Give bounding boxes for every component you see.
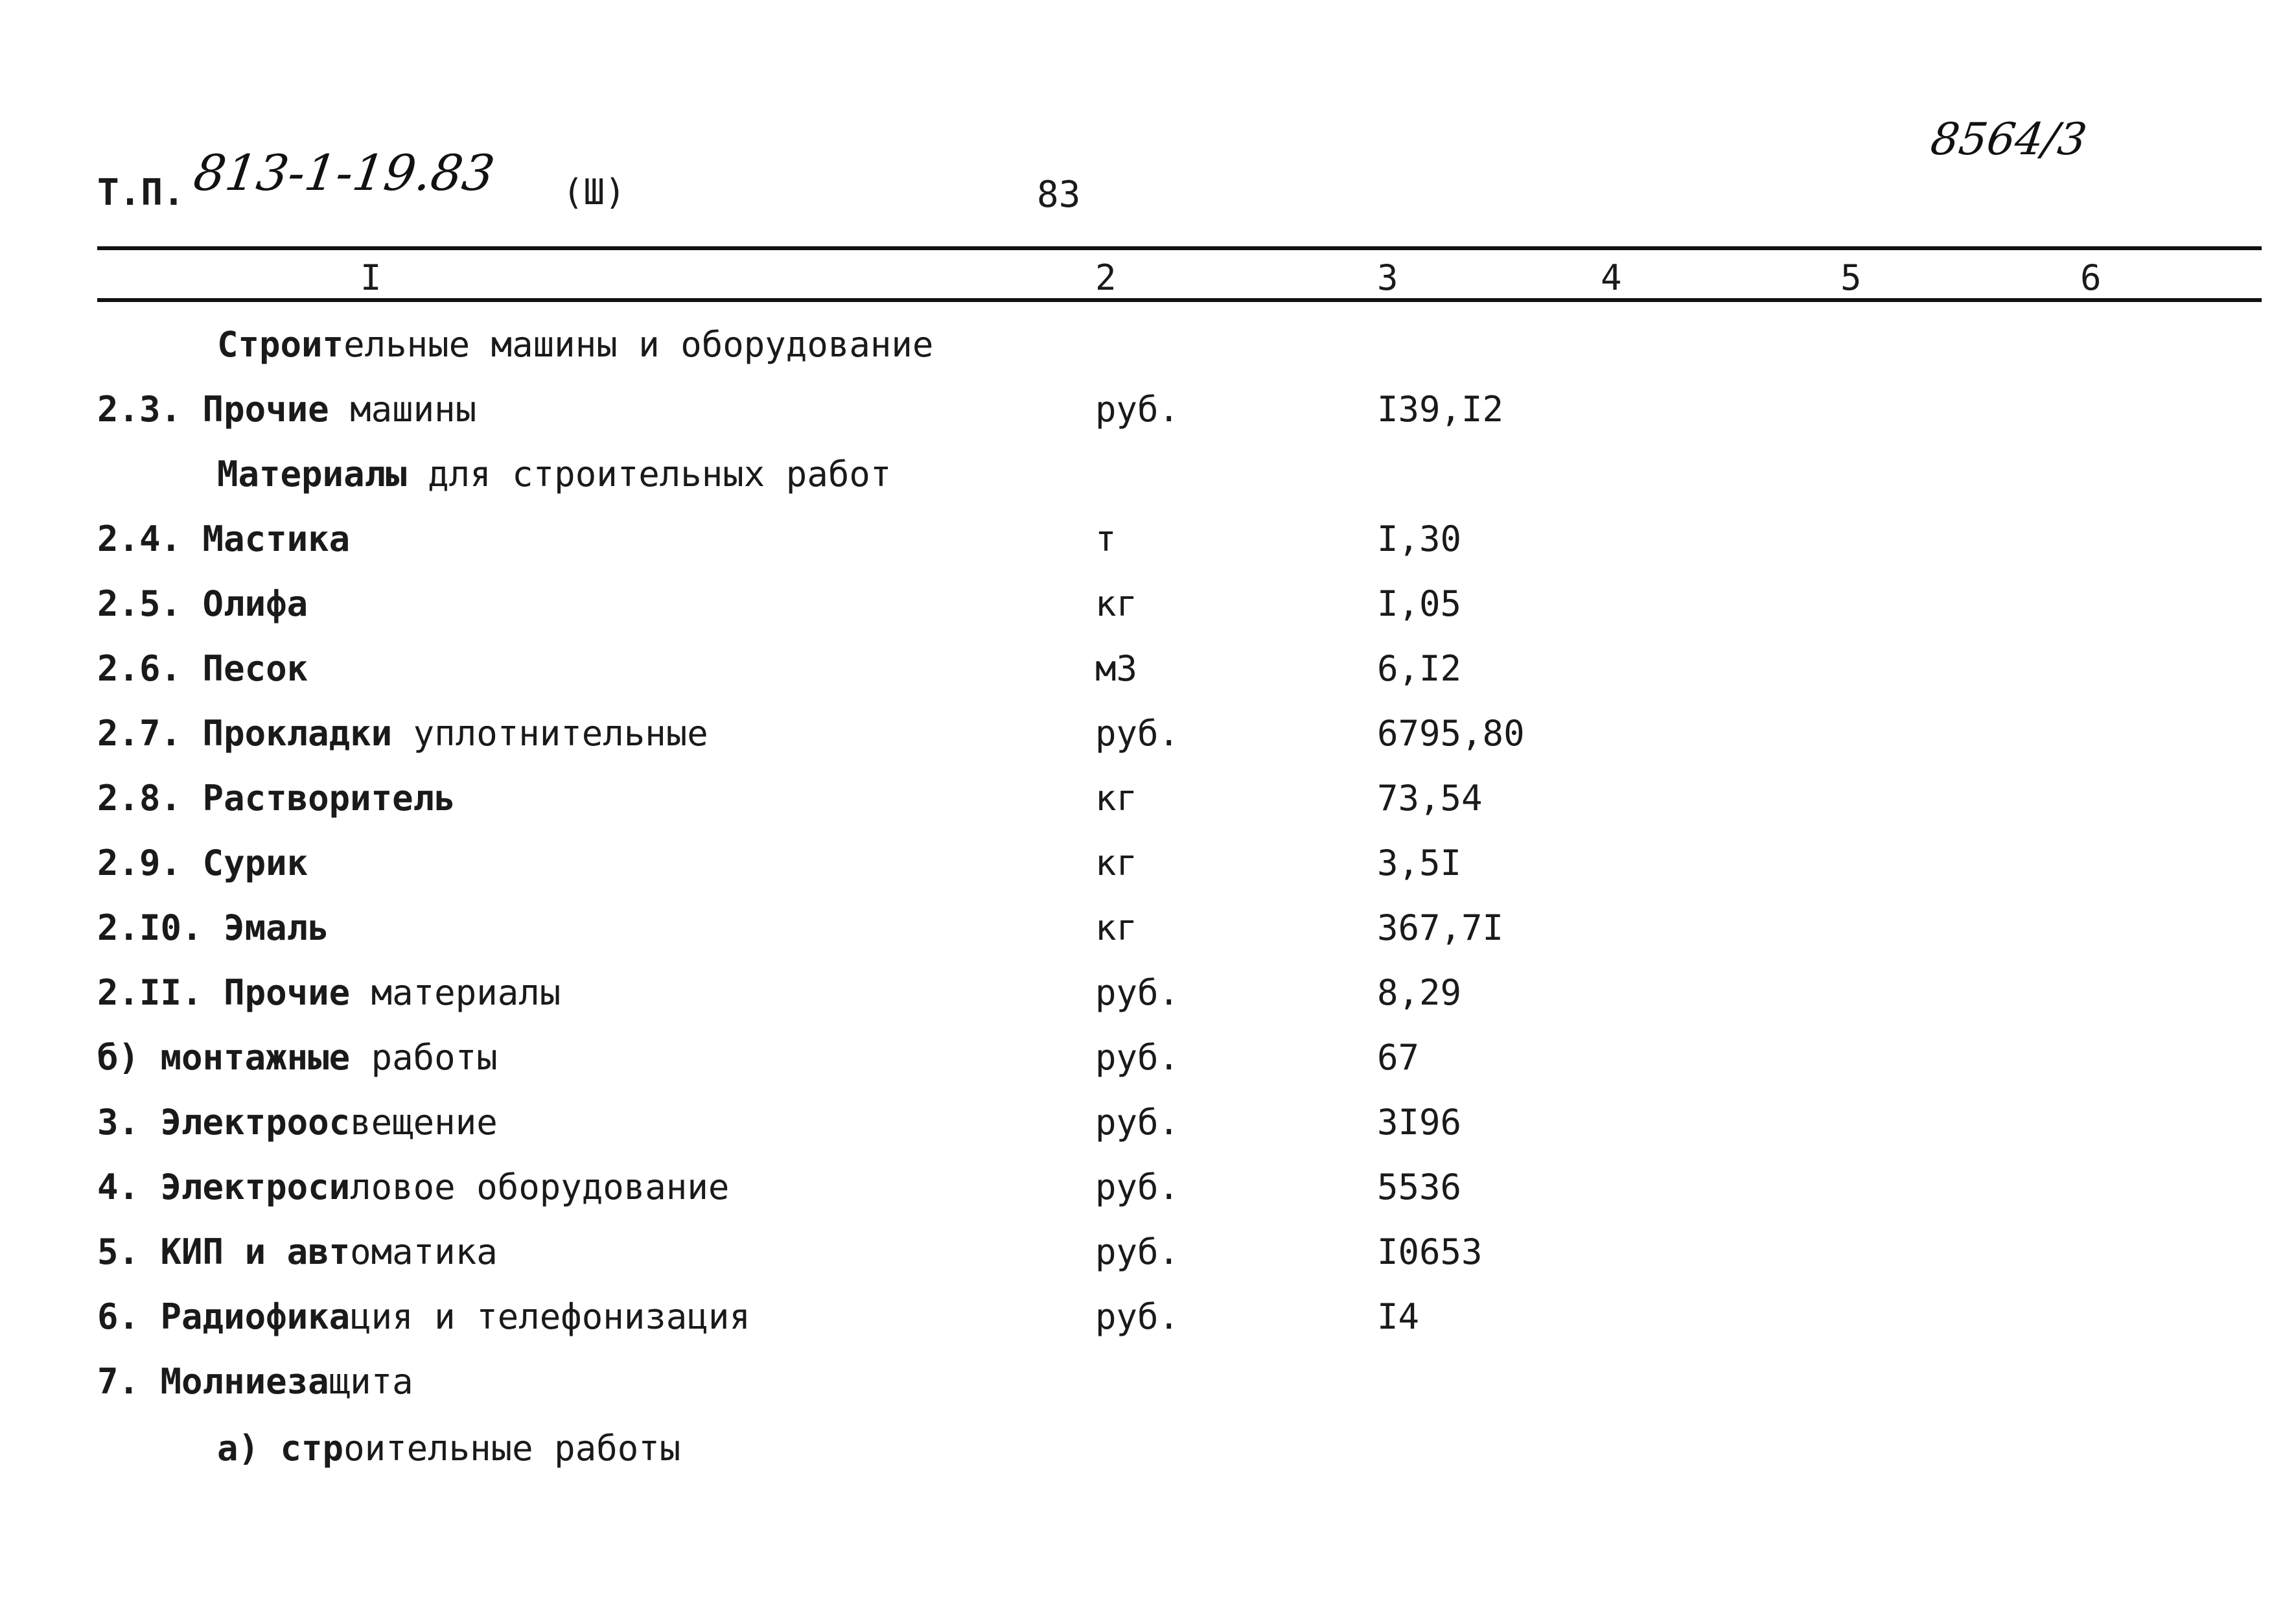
- item-quantity: I4: [1377, 1296, 1420, 1337]
- table-row: [0, 1037, 2296, 1095]
- item-name: 2.3. Прочие машины: [97, 389, 477, 430]
- item-quantity: 3I96: [1377, 1102, 1462, 1143]
- item-quantity: 5536: [1377, 1167, 1462, 1207]
- table-row: [0, 843, 2296, 901]
- item-quantity: 6,I2: [1377, 648, 1462, 689]
- item-name: 4. Электросиловое оборудование: [97, 1167, 730, 1207]
- table-row: [0, 583, 2296, 642]
- item-name: 2.8. Растворитель: [97, 778, 456, 819]
- item-quantity: 67: [1377, 1037, 1420, 1078]
- item-name: 2.II. Прочие материалы: [97, 972, 561, 1013]
- sheet-code: 8564/3: [1927, 114, 2090, 165]
- doc-type-label: Т.П.: [97, 172, 185, 214]
- item-name: 2.9. Сурик: [97, 843, 308, 883]
- column-header-6: 6: [2080, 257, 2102, 298]
- page-number: 83: [1037, 174, 1081, 216]
- column-header-2: 2: [1095, 257, 1117, 298]
- table-row: [0, 1428, 2296, 1486]
- item-name: 3. Электроосвещение: [97, 1102, 498, 1143]
- item-unit: т: [1095, 519, 1117, 559]
- item-name: 2.5. Олифа: [97, 583, 308, 624]
- column-header-4: 4: [1601, 257, 1622, 298]
- table-row: [0, 519, 2296, 577]
- table-row: [0, 648, 2296, 706]
- item-name: 2.7. Прокладки уплотнительные: [97, 713, 708, 754]
- item-name: а) строительные работы: [217, 1428, 681, 1469]
- item-unit: руб.: [1095, 1102, 1180, 1143]
- table-row: [0, 907, 2296, 966]
- item-quantity: I0653: [1377, 1231, 1483, 1272]
- item-quantity: 6795,80: [1377, 713, 1525, 754]
- table-row: [0, 1361, 2296, 1419]
- column-header-1: I: [360, 257, 382, 298]
- item-unit: руб.: [1095, 1296, 1180, 1337]
- item-unit: кг: [1095, 583, 1138, 624]
- item-unit: руб.: [1095, 1167, 1180, 1207]
- item-name: 2.I0. Эмаль: [97, 907, 329, 948]
- column-header-3: 3: [1377, 257, 1398, 298]
- item-unit: руб.: [1095, 1231, 1180, 1272]
- part-mark: (Ш): [562, 172, 626, 213]
- table-row: [0, 972, 2296, 1031]
- item-unit: руб.: [1095, 389, 1180, 430]
- item-unit: м3: [1095, 648, 1138, 689]
- table-row: [0, 454, 2296, 512]
- table-header-rule: [97, 298, 2262, 302]
- table-top-rule: [97, 246, 2262, 250]
- item-name: 2.6. Песок: [97, 648, 308, 689]
- item-unit: руб.: [1095, 713, 1180, 754]
- table-row: [0, 1231, 2296, 1290]
- item-name: Материалы для строительных работ: [217, 454, 892, 495]
- column-header-5: 5: [1840, 257, 1862, 298]
- table-row: [0, 713, 2296, 771]
- item-unit: кг: [1095, 843, 1138, 883]
- item-quantity: 73,54: [1377, 778, 1483, 819]
- item-quantity: I,30: [1377, 519, 1462, 559]
- item-unit: кг: [1095, 907, 1138, 948]
- item-unit: кг: [1095, 778, 1138, 819]
- table-row: [0, 1296, 2296, 1355]
- item-quantity: 367,7I: [1377, 907, 1504, 948]
- item-quantity: 3,5I: [1377, 843, 1462, 883]
- project-number: 813-1-19.83: [190, 144, 498, 202]
- item-quantity: I39,I2: [1377, 389, 1504, 430]
- item-name: Строительные машины и оборудование: [217, 324, 934, 365]
- item-name: 2.4. Мастика: [97, 519, 351, 559]
- item-name: 6. Радиофикация и телефонизация: [97, 1296, 750, 1337]
- item-name: б) монтажные работы: [97, 1037, 498, 1078]
- table-row: [0, 1102, 2296, 1160]
- table-row: [0, 1167, 2296, 1225]
- item-quantity: 8,29: [1377, 972, 1462, 1013]
- item-name: 5. КИП и автоматика: [97, 1231, 498, 1272]
- table-row: [0, 389, 2296, 447]
- table-row: [0, 324, 2296, 382]
- table-row: [0, 778, 2296, 836]
- item-unit: руб.: [1095, 972, 1180, 1013]
- item-unit: руб.: [1095, 1037, 1180, 1078]
- item-quantity: I,05: [1377, 583, 1462, 624]
- item-name: 7. Молниезащита: [97, 1361, 413, 1402]
